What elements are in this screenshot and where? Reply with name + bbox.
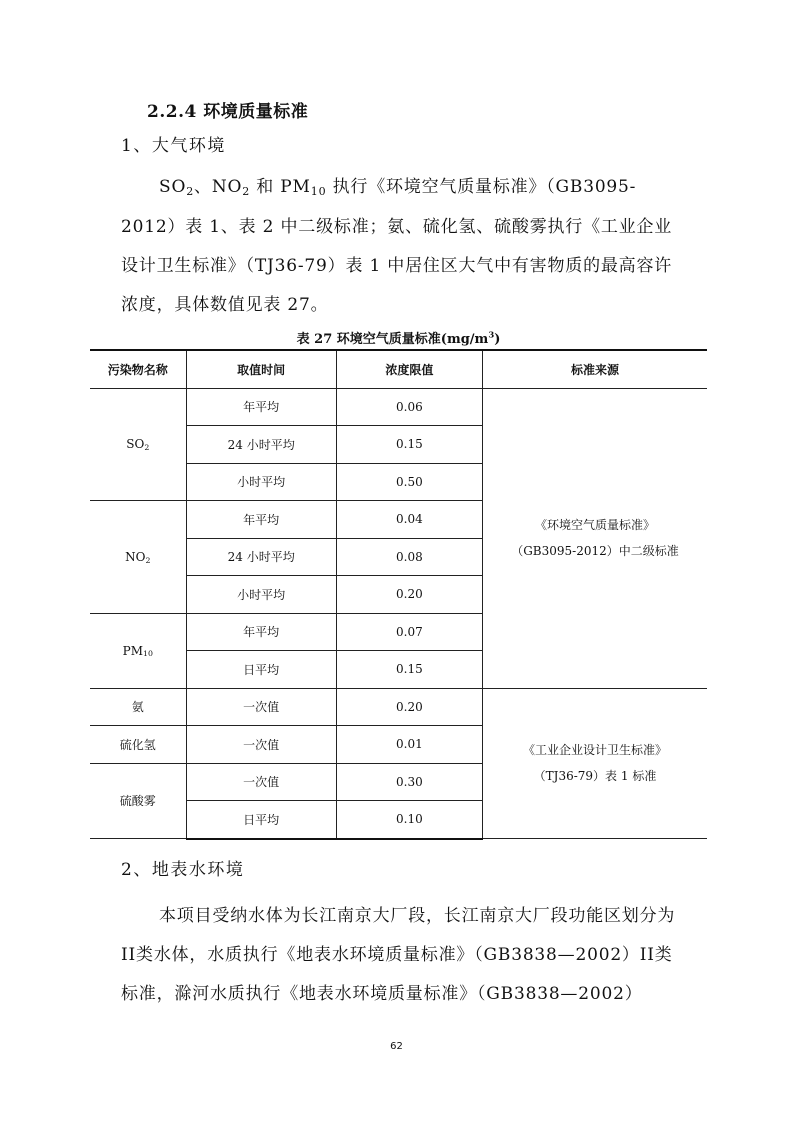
para1-sep1: 、NO <box>194 177 243 197</box>
source-tj36 <box>482 688 707 839</box>
paragraph-air-standards <box>121 168 681 325</box>
pollutant-so2 <box>90 388 186 501</box>
time-cell: 一次值 <box>186 688 336 726</box>
value-cell: 0.04 <box>336 501 482 539</box>
pollutant-h2s: 硫化氢 <box>90 726 186 764</box>
time-cell: 年平均 <box>186 388 336 426</box>
header-pollutant: 污染物名称 <box>90 350 186 388</box>
time-cell: 日平均 <box>186 651 336 689</box>
value-cell: 0.07 <box>336 613 482 651</box>
time-cell: 年平均 <box>186 613 336 651</box>
pm10-sub: 10 <box>143 649 153 659</box>
table-caption <box>90 328 707 347</box>
para1-text: 执行《环境空气质量标准》（GB3095-2012）表 1、表 2 中二级标准；氨、硫化氢、硫酸雾执行《工业企业设计卫生标准》（TJ36-79）表 1 中居住区大气中有害物质的最高容许浓度，具体数值见表 27。 <box>121 177 673 315</box>
source-gb3095 <box>482 388 707 688</box>
table-header-row <box>90 350 707 388</box>
para1-so-sub: 2 <box>186 184 195 198</box>
subsection-air: 1、大气环境 <box>121 136 226 156</box>
para1-no-sub: 2 <box>242 184 251 198</box>
value-cell: 0.15 <box>336 426 482 464</box>
pollutant-pm10 <box>90 613 186 688</box>
pollutant-acid-mist: 硫酸雾 <box>90 763 186 839</box>
caption-sup: 3 <box>488 329 495 340</box>
header-time: 取值时间 <box>186 350 336 388</box>
pollutant-nh3: 氨 <box>90 688 186 726</box>
para1-and: 和 PM <box>250 177 311 197</box>
time-cell: 一次值 <box>186 763 336 801</box>
paragraph-water-standards <box>121 897 681 1014</box>
source2-line2: （TJ36-79）表 1 标准 <box>533 769 657 784</box>
air-quality-table <box>90 349 707 840</box>
pollutant-no2 <box>90 501 186 614</box>
no2-text: NO <box>125 549 146 564</box>
value-cell: 0.30 <box>336 763 482 801</box>
page-number: 62 <box>390 1041 403 1052</box>
time-cell: 小时平均 <box>186 576 336 614</box>
value-cell: 0.10 <box>336 801 482 839</box>
value-cell: 0.50 <box>336 463 482 501</box>
table-row <box>90 388 707 426</box>
value-cell: 0.20 <box>336 688 482 726</box>
table-row <box>90 688 707 726</box>
source1-line1: 《环境空气质量标准》 <box>534 518 655 532</box>
time-cell: 小时平均 <box>186 463 336 501</box>
time-cell: 24 小时平均 <box>186 426 336 464</box>
section-heading: 2.2.4 环境质量标准 <box>147 102 309 122</box>
value-cell: 0.20 <box>336 576 482 614</box>
caption-text: 表 27 环境空气质量标准(mg/m <box>296 332 489 347</box>
value-cell: 0.01 <box>336 726 482 764</box>
caption-end: ) <box>494 332 501 347</box>
para1-pm-sub: 10 <box>310 184 327 198</box>
time-cell: 一次值 <box>186 726 336 764</box>
pm10-text: PM <box>122 643 144 658</box>
value-cell: 0.06 <box>336 388 482 426</box>
header-source: 标准来源 <box>482 350 707 388</box>
source2-line1: 《工业企业设计卫生标准》 <box>522 743 667 758</box>
subsection-surface-water: 2、地表水环境 <box>121 860 245 880</box>
no2-sub: 2 <box>145 555 151 565</box>
para2-text: 本项目受纳水体为长江南京大厂段，长江南京大厂段功能区划分为II类水体，水质执行《地表水环境质量标准》（GB3838—2002）II类标准，滁河水质执行《地表水环境质量标准》（GB3838—2002） <box>121 906 676 1004</box>
time-cell: 24 小时平均 <box>186 538 336 576</box>
para1-so: SO <box>159 177 187 197</box>
header-limit: 浓度限值 <box>336 350 482 388</box>
value-cell: 0.15 <box>336 651 482 689</box>
value-cell: 0.08 <box>336 538 482 576</box>
time-cell: 年平均 <box>186 501 336 539</box>
so2-text: SO <box>126 437 145 452</box>
so2-sub: 2 <box>144 443 150 453</box>
source1-line2: （GB3095-2012）中二级标准 <box>511 544 679 558</box>
time-cell: 日平均 <box>186 801 336 839</box>
